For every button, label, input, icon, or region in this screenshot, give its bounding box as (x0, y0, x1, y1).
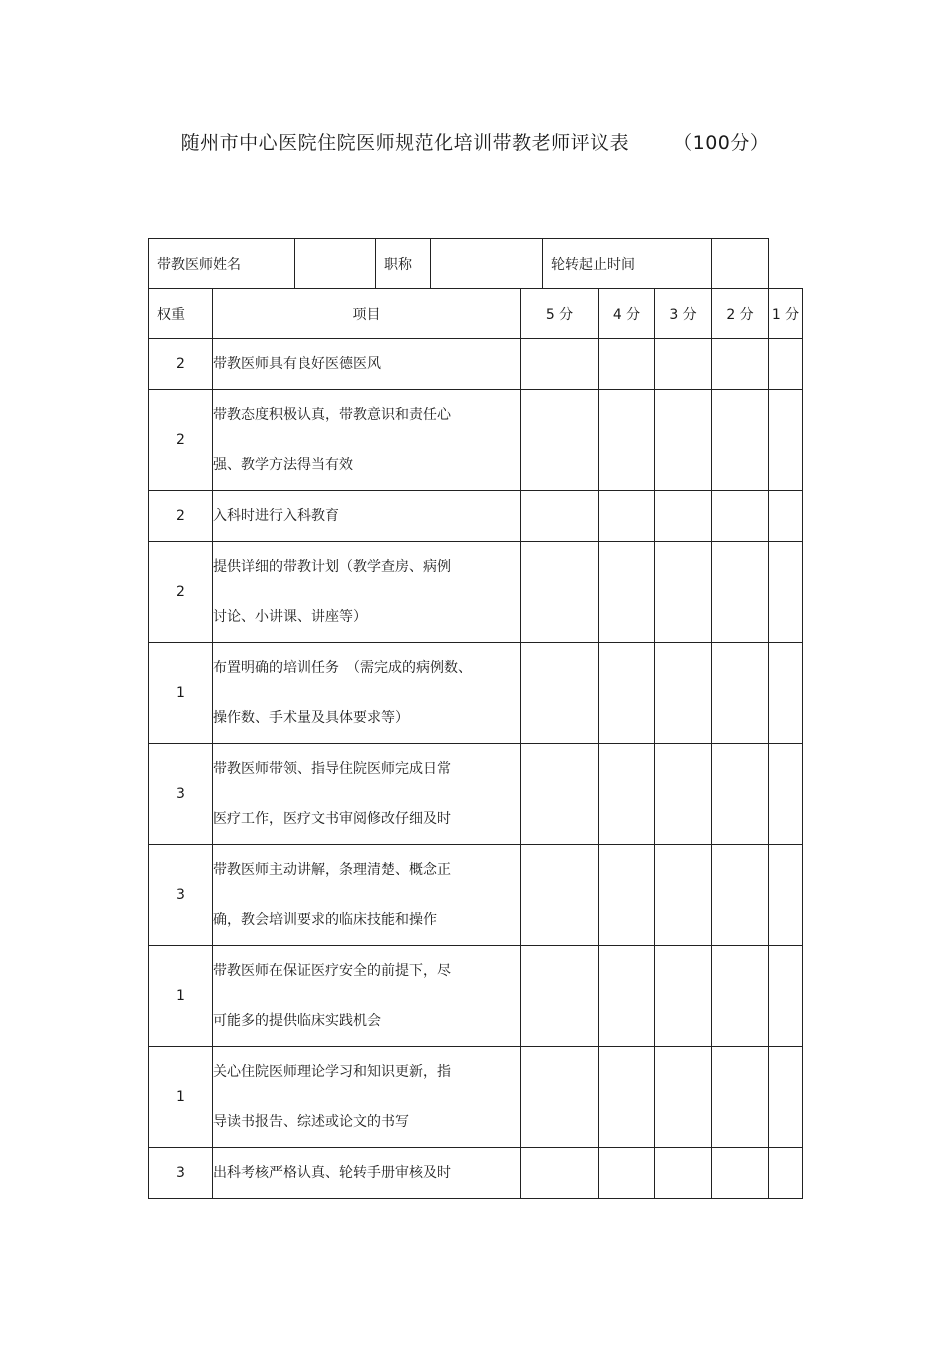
score-5-cell[interactable] (521, 390, 599, 491)
row-item-line: 带教医师主动讲解，条理清楚、概念正 (213, 862, 451, 878)
row-item-line: 可能多的提供临床实践机会 (213, 1013, 381, 1029)
row-item-line: 带教态度积极认真，带教意识和责任心 (213, 407, 451, 423)
score-1-cell[interactable] (769, 390, 803, 491)
row-item-line: 导读书报告、综述或论文的书写 (213, 1114, 409, 1130)
score-5-cell[interactable] (521, 491, 599, 542)
row-item-line: 医疗工作，医疗文书审阅修改仔细及时 (213, 811, 451, 827)
score-1-cell[interactable] (769, 1148, 803, 1199)
row-item-line: 带教医师具有良好医德医风 (213, 356, 381, 372)
table-row (149, 643, 803, 744)
table-body (149, 239, 803, 1199)
row-item-line: 关心住院医师理论学习和知识更新，指 (213, 1064, 451, 1080)
table-row (149, 1148, 803, 1199)
table-row (149, 491, 803, 542)
score-2-cell[interactable] (712, 643, 769, 744)
score-3-cell[interactable] (655, 1047, 712, 1148)
score-3-cell[interactable] (655, 542, 712, 643)
score-2-cell[interactable] (712, 744, 769, 845)
score-3-cell[interactable] (655, 946, 712, 1047)
row-item (213, 1148, 521, 1199)
weight-header: 权重 (149, 289, 213, 339)
evaluation-table (148, 238, 803, 1199)
column-header-row (149, 289, 803, 339)
form-title-text: 随州市中心医院住院医师规范化培训带教老师评议表 (180, 132, 630, 154)
score-1-cell[interactable] (769, 744, 803, 845)
row-weight: 3 (149, 744, 213, 845)
item-header: 项目 (213, 289, 521, 339)
score-3-header: 3 分 (655, 289, 712, 339)
row-weight: 3 (149, 1148, 213, 1199)
total-score: （100分） (673, 132, 770, 154)
row-item-line: 带教医师带领、指导住院医师完成日常 (213, 761, 451, 777)
row-item (213, 542, 521, 643)
score-2-cell[interactable] (712, 946, 769, 1047)
teacher-name-label: 带教医师姓名 (149, 239, 295, 289)
score-1-cell[interactable] (769, 946, 803, 1047)
table-row (149, 744, 803, 845)
row-item-line: 提供详细的带教计划（教学查房、病例 (213, 559, 451, 575)
row-weight: 2 (149, 542, 213, 643)
score-2-cell[interactable] (712, 1148, 769, 1199)
row-item (213, 491, 521, 542)
row-item-line: 入科时进行入科教育 (213, 508, 339, 524)
score-1-cell[interactable] (769, 542, 803, 643)
row-item (213, 390, 521, 491)
row-item-line: 出科考核严格认真、轮转手册审核及时 (213, 1165, 451, 1181)
row-item-line: 强、教学方法得当有效 (213, 457, 353, 473)
score-5-cell[interactable] (521, 643, 599, 744)
score-5-cell[interactable] (521, 946, 599, 1047)
score-2-cell[interactable] (712, 542, 769, 643)
score-4-cell[interactable] (599, 643, 655, 744)
score-1-cell[interactable] (769, 339, 803, 390)
score-3-cell[interactable] (655, 744, 712, 845)
score-3-cell[interactable] (655, 845, 712, 946)
score-5-cell[interactable] (521, 744, 599, 845)
score-3-cell[interactable] (655, 1148, 712, 1199)
row-weight: 1 (149, 643, 213, 744)
score-4-cell[interactable] (599, 542, 655, 643)
row-item (213, 845, 521, 946)
score-4-cell[interactable] (599, 491, 655, 542)
score-2-header: 2 分 (712, 289, 769, 339)
row-weight: 2 (149, 390, 213, 491)
row-weight: 2 (149, 339, 213, 390)
score-4-cell[interactable] (599, 339, 655, 390)
score-3-cell[interactable] (655, 491, 712, 542)
row-item-line: 带教医师在保证医疗安全的前提下，尽 (213, 963, 451, 979)
score-5-cell[interactable] (521, 845, 599, 946)
row-weight: 2 (149, 491, 213, 542)
score-2-cell[interactable] (712, 845, 769, 946)
score-5-header: 5 分 (521, 289, 599, 339)
table-row (149, 339, 803, 390)
score-1-cell[interactable] (769, 643, 803, 744)
rotation-period-label: 轮转起止时间 (543, 239, 712, 289)
score-5-cell[interactable] (521, 542, 599, 643)
score-1-cell[interactable] (769, 491, 803, 542)
score-4-cell[interactable] (599, 390, 655, 491)
table-row (149, 542, 803, 643)
score-4-cell[interactable] (599, 1148, 655, 1199)
table-row (149, 946, 803, 1047)
teacher-name-field[interactable] (295, 239, 376, 289)
job-title-field[interactable] (431, 239, 543, 289)
score-5-cell[interactable] (521, 339, 599, 390)
row-item (213, 1047, 521, 1148)
row-item-line: 布置明确的培训任务 （需完成的病例数、 (213, 660, 472, 676)
score-4-cell[interactable] (599, 946, 655, 1047)
score-1-header: 1 分 (769, 289, 803, 339)
row-weight: 1 (149, 1047, 213, 1148)
score-2-cell[interactable] (712, 339, 769, 390)
table-row (149, 1047, 803, 1148)
score-1-cell[interactable] (769, 1047, 803, 1148)
score-1-cell[interactable] (769, 845, 803, 946)
row-item-line: 讨论、小讲课、讲座等） (213, 609, 367, 625)
score-4-cell[interactable] (599, 744, 655, 845)
job-title-label: 职称 (376, 239, 431, 289)
score-4-header: 4 分 (599, 289, 655, 339)
form-title (0, 128, 950, 155)
score-3-cell[interactable] (655, 339, 712, 390)
row-item (213, 339, 521, 390)
score-4-cell[interactable] (599, 845, 655, 946)
score-3-cell[interactable] (655, 643, 712, 744)
row-item (213, 946, 521, 1047)
score-2-cell[interactable] (712, 390, 769, 491)
table-row (149, 390, 803, 491)
score-3-cell[interactable] (655, 390, 712, 491)
row-weight: 3 (149, 845, 213, 946)
row-item-line: 操作数、手术量及具体要求等） (213, 710, 409, 726)
score-5-cell[interactable] (521, 1148, 599, 1199)
teacher-info-row (149, 239, 803, 289)
rotation-period-field[interactable] (712, 239, 769, 289)
row-weight: 1 (149, 946, 213, 1047)
score-4-cell[interactable] (599, 1047, 655, 1148)
row-item-line: 确，教会培训要求的临床技能和操作 (213, 912, 437, 928)
score-2-cell[interactable] (712, 1047, 769, 1148)
table-row (149, 845, 803, 946)
row-item (213, 643, 521, 744)
score-5-cell[interactable] (521, 1047, 599, 1148)
row-item (213, 744, 521, 845)
score-2-cell[interactable] (712, 491, 769, 542)
